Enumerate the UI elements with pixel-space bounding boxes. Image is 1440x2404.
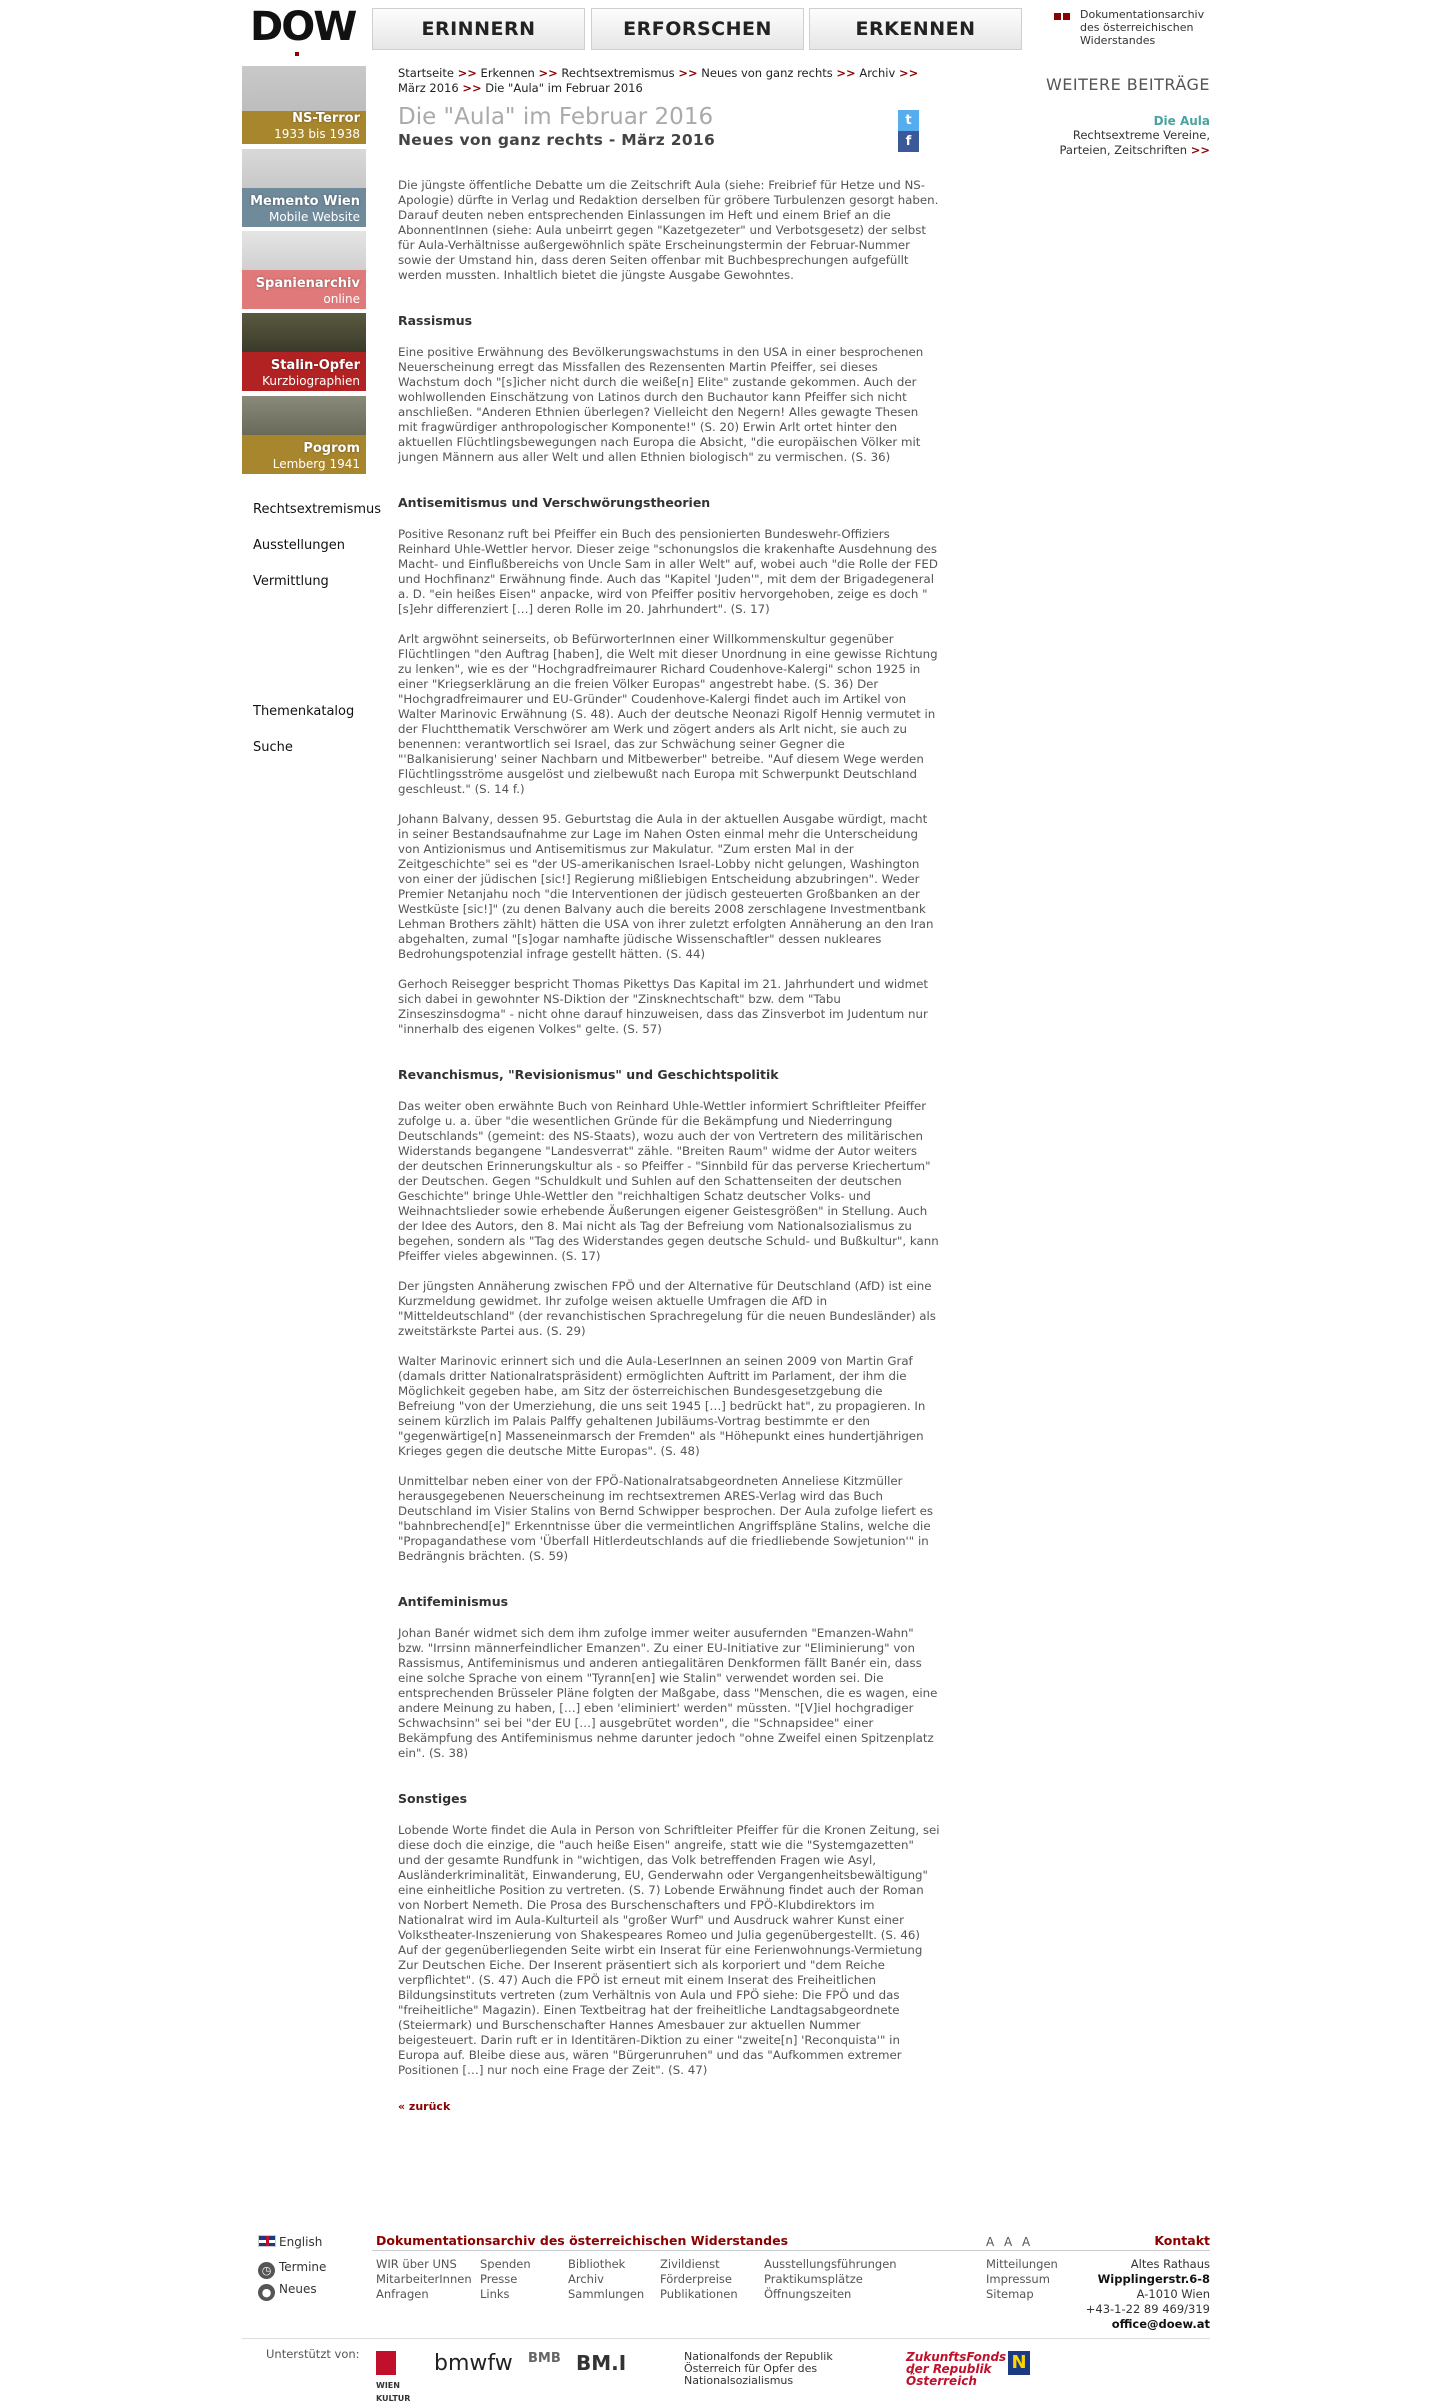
bmi-logo[interactable]: BM.I — [576, 2351, 627, 2375]
footer-link-sammlungen[interactable]: Sammlungen — [568, 2287, 645, 2301]
termine-link[interactable]: ◷ Termine — [258, 2260, 326, 2279]
twitter-icon[interactable]: t — [898, 110, 919, 131]
section-heading: Revanchismus, "Revisionismus" und Geschichtspolitik — [398, 1067, 779, 1082]
nationalfonds-logo[interactable]: Nationalfonds der Republik Österreich für Opfer des Nationalsozialismus — [684, 2350, 833, 2387]
footer-col-5 — [764, 2257, 897, 2302]
footer-link-anfragen[interactable]: Anfragen — [376, 2287, 429, 2301]
bmb-logo[interactable]: BMB — [528, 2351, 561, 2366]
supported-by-label: Unterstützt von: — [266, 2347, 360, 2361]
teaser-ns-terror[interactable]: NS-Terror 1933 bis 1938 — [242, 66, 366, 144]
header — [0, 0, 1440, 62]
logo-dots — [295, 45, 305, 49]
related-link-die-aula[interactable]: Die Aula — [1153, 114, 1210, 128]
sidebar-item-rechtsextremismus[interactable]: Rechtsextremismus — [253, 502, 382, 517]
teaser-memento-wien[interactable]: Memento Wien Mobile Website — [242, 149, 366, 227]
section-paragraph: Das weiter oben erwähnte Buch von Reinhard Uhle-Wettler informiert Schriftleiter Pfeiffer zufolge u. a. über "die wesentlichen Gründe für die Bekämpfung und Niederringung Deutschlands" (gemeint: des NS-Staats), wozu auch der von Vertretern des militärischen Widerstands begangene "Landesverrat" zähle. "Breiten Raum" widme der Autor weiters der deutschen Erinnerungskultur als - so Pfeiffer - "Sinnbild für das perverse Kriechertum" der Deutschen. Gegen "Schuldkult und Suhlen auf den Schattenseiten der deutschen Geschichte" bringe Uhle-Wettler den "reichhaltigen Schatz deutscher Volks- und Weihnachtslieder sowie erhebende Äußerungen eigener Geistesgrößen" in Stellung. Auch der Idee des Autors, den 8. Mai nicht als Tag der Befreiung vom Nationalsozialismus zu begehen, sondern als "Tag des Widerstandes gegen deutsche Schuld- und Bußkultur", kann Pfeiffer vieles abgewinnen. (S. 17) — [398, 1099, 939, 1263]
breadcrumb-rechtsextremismus[interactable]: Rechtsextremismus — [561, 66, 675, 80]
sidebar-item-vermittlung[interactable]: Vermittlung — [253, 574, 329, 589]
article-content — [398, 178, 940, 2078]
footer-col-2 — [480, 2257, 531, 2302]
globe-icon: ● — [258, 2284, 275, 2301]
breadcrumb-maerz-2016[interactable]: März 2016 — [398, 81, 459, 95]
main-content — [398, 66, 940, 2113]
footer-col-3 — [568, 2257, 644, 2302]
nav-erkennen[interactable]: ERKENNEN — [809, 8, 1022, 50]
footer — [242, 2232, 1210, 2403]
clock-icon: ◷ — [258, 2262, 275, 2279]
email-link[interactable]: office@doew.at — [1111, 2317, 1210, 2331]
section-heading: Sonstiges — [398, 1791, 468, 1806]
page-title: Die "Aula" im Februar 2016 — [398, 104, 714, 130]
teaser-spanienarchiv[interactable]: Spanienarchiv online — [242, 231, 366, 309]
supporters — [242, 2338, 1210, 2403]
related-desc: Rechtsextreme Vereine, Parteien, Zeitschriften >> — [1059, 128, 1210, 157]
archive-name[interactable]: Dokumentationsarchiv des österreichischen Widerstandes — [1054, 8, 1204, 47]
section-paragraph: Der jüngsten Annäherung zwischen FPÖ und der Alternative für Deutschland (AfD) ist eine Kurzmeldung gewidmet. Ihr zufolge weisen aktuelle Umfragen die AfD in "Mitteldeutschland" (der revanchistischen Sprachregelung für die neuen Bundesländer) als zweitstärkste Partei aus. (S. 29) — [398, 1279, 936, 1338]
footer-link-praktikumsplaetze[interactable]: Praktikumsplätze — [764, 2272, 863, 2286]
niederoesterreich-logo[interactable]: N — [1008, 2351, 1030, 2375]
neues-link[interactable]: ● Neues — [258, 2282, 317, 2301]
nav-erforschen[interactable]: ERFORSCHEN — [591, 8, 804, 50]
more-link[interactable]: >> — [1190, 143, 1210, 157]
footer-col-1 — [376, 2257, 472, 2302]
back-link[interactable]: « zurück — [398, 2100, 451, 2113]
teaser-pogrom[interactable]: Pogrom Lemberg 1941 — [242, 396, 366, 474]
section-paragraph: Unmittelbar neben einer von der FPÖ-Nationalratsabgeordneten Anneliese Kitzmüller herausgegebenen Neuerscheinung im rechtsextremen ARES-Verlag wird das Buch Deutschland im Visier Stalins von Bernd Schwipper besprochen. Der Aula zufolge liefert es "bahnbrechend[e]" Erkenntnisse über die vermeintlichen Angriffspläne Stalins, welche die "Propagandathese vom 'Überfall Hitlerdeutschlands auf die friedliebende Sowjetunion'" in Bedrängnis brächten. (S. 59) — [398, 1474, 934, 1563]
sidebar-item-suche[interactable]: Suche — [253, 740, 293, 755]
article-intro: Die jüngste öffentliche Debatte um die Zeitschrift Aula (siehe: Freibrief für Hetze und NS-Apologie) dürfte in Verlag und Redaktion derselben für gröbere Turbulenzen gesorgt haben. Darauf deuten neben entsprechenden Einlassungen im Heft und einem Brief an die AbonnentInnen (siehe: Aula unbeirrt gegen "Kazetgezeter" und Verbotsgesetz) der selbst für Aula-Verhältnisse außergewöhnlich späte Erscheinungstermin der Februar-Nummer sowie der Umstand hin, dass deren Seiten offenbar mit Buchbesprechungen aufgefüllt werden mussten. Inhaltlich bietet die jüngste Ausgabe Gewohntes. — [398, 178, 939, 282]
section-heading: Rassismus — [398, 313, 473, 328]
uk-flag-icon — [258, 2235, 276, 2247]
section-paragraph: Walter Marinovic erinnert sich und die Aula-LeserInnen an seinen 2009 von Martin Graf (damals dritter Nationalratspräsident) ermöglichten Auftritt im Parlament, der ihm die Möglichkeit gegeben habe, am Sitz der österreichischen Bundesgesetzgebung die Befreiung "von der Umerziehung, die uns seit 1945 […] bedrückt hat", zu propagieren. In seinem kürzlich im Palais Palffy gehaltenen Jubiläums-Vortrag bestimmte er den "gegenwärtige[n] Masseneinmarsch der Fremden" als "Höhepunkt eines hundertjährigen Krieges gegen die deutsche Mitte Europas". (S. 48) — [398, 1354, 926, 1458]
footer-link-bibliothek[interactable]: Bibliothek — [568, 2257, 626, 2271]
related-title: WEITERE BEITRÄGE — [1045, 75, 1210, 94]
nav-erinnern[interactable]: ERINNERN — [372, 8, 585, 50]
footer-link-wir-ueber-uns[interactable]: WIR über UNS — [376, 2257, 457, 2271]
zukunftsfonds-logo[interactable]: ZukunftsFonds der Republik Österreich — [906, 2350, 1007, 2388]
breadcrumb-erkennen[interactable]: Erkennen — [480, 66, 535, 80]
footer-link-mitteilungen[interactable]: Mitteilungen — [986, 2257, 1058, 2271]
footer-address: Altes Rathaus Wipplingerstr.6-8 A-1010 Wien +43-1-22 89 469/319 office@doew.at — [1085, 2257, 1210, 2331]
footer-link-oeffnungszeiten[interactable]: Öffnungszeiten — [764, 2287, 852, 2301]
section-heading: Antisemitismus und Verschwörungstheorien — [398, 495, 711, 510]
breadcrumb-archiv[interactable]: Archiv — [859, 66, 896, 80]
breadcrumb: Startseite >> Erkennen >> Rechtsextremismus >> Neues von ganz rechts >> Archiv >> März 2016 >> Die "Aula" im Februar 2016 — [398, 66, 919, 95]
section-paragraph: Lobende Worte findet die Aula in Person von Schriftleiter Pfeiffer für die Kronen Zeitung, sei diese doch die einzige, die "auch heiße Eisen" angreife, statt wie die "Systemgazetten" und der gesamte Rundfunk in "wichtigen, das Volk betreffenden Fragen wie Asyl, Ausländerkriminalität, Einwanderung, EU, Genderwahn oder Vergangenheitsbewältigung" eine einheitliche Position zu vertreten. (S. 7) Lobende Erwähnung findet auch der Roman von Norbert Nemeth. Die Prosa des Burschenschafters und FPÖ-Klubdirektors im Nationalrat wird im Aula-Kulturteil als "großer Wurf" und Ausdruck wahrer Kunst einer Volkstheater-Inszenierung von Shakespeares Romeo und Julia gegenübergestellt. (S. 46) Auf der gegenüberliegenden Seite wirbt ein Inserat für eine Ferienwohnungs-Vermietung Zur Deutschen Eiche. Der Inserent präsentiert sich als korporiert und "dem Reiche verpflichtet". (S. 47) Auch die FPÖ ist erneut mit einem Inserat des Freiheitlichen Bildungsinstituts vertreten (zum Verhältnis von Aula und FPÖ siehe: Die FPÖ und das "freiheitliche" Magazin). Einen Textbeitrag hat der freiheitliche Landtagsabgeordnete (Steiermark) und Burschenschafter Hannes Amesbauer zur aktuellen Nummer beigesteuert. Darin ruft er in Identitären-Diktion zu einer "zweite[n] 'Reconquista'" in Europa auf. Bleibe diese aus, wären "Bürgerunruhen" und das "Aufkommen extremer Positionen […] nur noch eine Frage der Zeit". (S. 47) — [398, 1823, 940, 2077]
footer-link-publikationen[interactable]: Publikationen — [660, 2287, 738, 2301]
footer-org-name: Dokumentationsarchiv des österreichischen Widerstandes — [376, 2233, 789, 2248]
wien-kultur-logo[interactable]: WIEN KULTUR — [376, 2351, 420, 2377]
bmwfw-logo[interactable]: bmwfw — [434, 2351, 513, 2376]
footer-top — [242, 2232, 1210, 2256]
breadcrumb-startseite[interactable]: Startseite — [398, 66, 454, 80]
footer-link-spenden[interactable]: Spenden — [480, 2257, 531, 2271]
share-buttons — [898, 110, 940, 152]
footer-link-mitarbeiter[interactable]: MitarbeiterInnen — [376, 2272, 472, 2286]
footer-link-links[interactable]: Links — [480, 2287, 510, 2301]
section-paragraph: Arlt argwöhnt seinerseits, ob BefürworterInnen einer Willkommenskultur gegenüber Flüchtlingen "den Auftrag [haben], die Welt mit dieser Unordnung in eine gewisse Richtung zu lenken", wie es der "Hochgradfreimaurer Richard Coudenhove-Kalergi" schon 1925 in einer "Kriegserklärung an die freien Völker Europas" angestrebt habe. (S. 36) Der "Hochgradfreimaurer und EU-Gründer" Coudenhove-Kalergi findet auch im Artikel von Walter Marinovic Erwähnung (S. 48). Auch der deutsche Neonazi Rigolf Hennig vermutet in der Fluchtthematik Verschwörer am Werk und zögert anders als Arlt nicht, sie auch zu benennen: verantwortlich sei Israel, das zur Schwächung seiner Gegner die "'Balkanisierung' seiner Nachbarn und Mitbewerber" betreibe. "Auf diesem Wege werden Flüchtlingsströme ausgelöst und zielbewußt nach Europa mit Schwerpunkt Deutschland geschleust." (S. 14 f.) — [398, 632, 938, 796]
footer-link-foerderpreise[interactable]: Förderpreise — [660, 2272, 732, 2286]
section-heading: Antifeminismus — [398, 1594, 509, 1609]
sidebar-item-ausstellungen[interactable]: Ausstellungen — [253, 538, 345, 553]
page-subtitle: Neues von ganz rechts - März 2016 — [398, 131, 716, 149]
font-size-switcher[interactable]: A A A — [986, 2235, 1034, 2249]
section-paragraph: Gerhoch Reisegger bespricht Thomas Pikettys Das Kapital im 21. Jahrhundert und widmet sich dabei in gewohnter NS-Diktion der "Zinsknechtschaft" bzw. dem "Tabu Zinseszinsdogma" - nicht ohne darauf hinzuweisen, dass das Zinsverbot im Judentum nur "innerhalb des eigenen Volkes" gelte. (S. 57) — [398, 977, 929, 1036]
english-link[interactable]: English — [258, 2235, 322, 2249]
footer-link-presse[interactable]: Presse — [480, 2272, 518, 2286]
dow-logo[interactable]: DOW — [250, 6, 350, 48]
breadcrumb-current: Die "Aula" im Februar 2016 — [485, 81, 643, 95]
section-paragraph: Johan Banér widmet sich dem ihm zufolge immer weiter ausufernden "Emanzen-Wahn" bzw. "Irrsinn männerfeindlicher Emanzen". Zu einer EU-Initiative zur "Eliminierung" von Rassismus, Antifeminismus und anderen antiegalitären Denkformen fällt Banér ein, dass eine solche Sprache von einem "Tyrann[en] wie Stalin" verwendet worden sei. Die entsprechenden Brüsseler Pläne folgten der Maßgabe, dass "Menschen, die es wagen, eine andere Meinung zu haben, […] eben 'eliminiert' werden" müssten. "[V]iel hochgradiger Schwachsinn" sei bei "der EU […] ausgebrütet worden", die "Schnapsidee" einer Bekämpfung des Antifeminismus nehme darunter jedoch "ohne Zweifel einen Spitzenplatz ein". (S. 38) — [398, 1626, 938, 1760]
related-posts — [1030, 75, 1210, 158]
section-paragraph: Johann Balvany, dessen 95. Geburtstag die Aula in der aktuellen Ausgabe würdigt, macht in seiner Bestandsaufnahme zur Lage im Nahen Osten einmal mehr die Unterscheidung von Antizionismus und Antisemitismus zur Makulatur. "Zum ersten Mal in der Zeitgeschichte" sei es "der US-amerikanischen Israel-Lobby nicht gelungen, Washington von einer der jüdischen [sic!] Regierung mißliebigen Entscheidung abzubringen". Weder Premier Netanjahu noch "die Interventionen der jüdisch gesteuerten Großbanken an der Westküste [sic!]" (zu denen Balvany auch die bereits 2008 zerschlagene Investmentbank Lehman Brothers zählt) hätten die USA von ihrer zuletzt erfolgten Annäherung an den Iran abgehalten, zumal "[s]ogar namhafte jüdische Wissenschaftler" dessen nukleares Bedrohungspotenzial infrage gestellt hätten. (S. 44) — [398, 812, 934, 961]
footer-link-archiv[interactable]: Archiv — [568, 2272, 604, 2286]
teaser-stalin-opfer[interactable]: Stalin-Opfer Kurzbiographien — [242, 313, 366, 391]
sidebar-item-themenkatalog[interactable]: Themenkatalog — [253, 704, 355, 719]
footer-link-impressum[interactable]: Impressum — [986, 2272, 1050, 2286]
footer-col-4 — [660, 2257, 738, 2302]
section-paragraph: Positive Resonanz ruft bei Pfeiffer ein Buch des pensionierten Bundeswehr-Offiziers Reinhard Uhle-Wettler hervor. Dieser zeige "schonungslos die krakenhafte Ausdehnung des Macht- und Einflußbereichs von Uncle Sam in aller Welt" auf, wobei auch "die Rolle der FED und Hochfinanz" Erwähnung finde. Auch das "Kapitel 'Juden'", mit dem der Brigadegeneral a. D. "ein heißes Eisen" anpacke, wird von Pfeiffer positiv hervorgehoben, zeige es doch "[s]ehr differenziert […] deren Rolle im 20. Jahrhundert". (S. 17) — [398, 527, 938, 616]
footer-col-6 — [986, 2257, 1058, 2302]
section-paragraph: Eine positive Erwähnung des Bevölkerungswachstums in den USA in einer besprochenen Neuerscheinung erregt das Missfallen des Rezensenten Martin Pfeiffer, sei dieses Wachstum doch "[s]icher nicht durch die weiße[n] Elite" zustande gekommen. Auch der wohlwollenden Einschätzung von Latinos durch den Buchautor kann Pfeiffer sich nicht anschließen. "Anderen Ethnien überlegen? Vielleicht den Negern! Alles gewagte Thesen mit fragwürdiger anthropologischer Komponente!" (S. 20) Erwin Arlt ortet hinter den aktuellen Flüchtlingsbewegungen nach Europa die Absicht, "die europäischen Völker mit jungen Männern aus aller Welt und allen Ethnien biologisch" zu vermischen. (S. 36) — [398, 345, 924, 464]
facebook-icon[interactable]: f — [898, 131, 919, 152]
footer-link-sitemap[interactable]: Sitemap — [986, 2287, 1034, 2301]
breadcrumb-neues[interactable]: Neues von ganz rechts — [701, 66, 833, 80]
footer-divider — [372, 2250, 1210, 2251]
footer-link-zivildienst[interactable]: Zivildienst — [660, 2257, 720, 2271]
footer-link-ausstellungsfuehrungen[interactable]: Ausstellungsführungen — [764, 2257, 897, 2271]
contact-link[interactable]: Kontakt — [1154, 2233, 1210, 2248]
archive-squares-icon — [1054, 10, 1072, 23]
